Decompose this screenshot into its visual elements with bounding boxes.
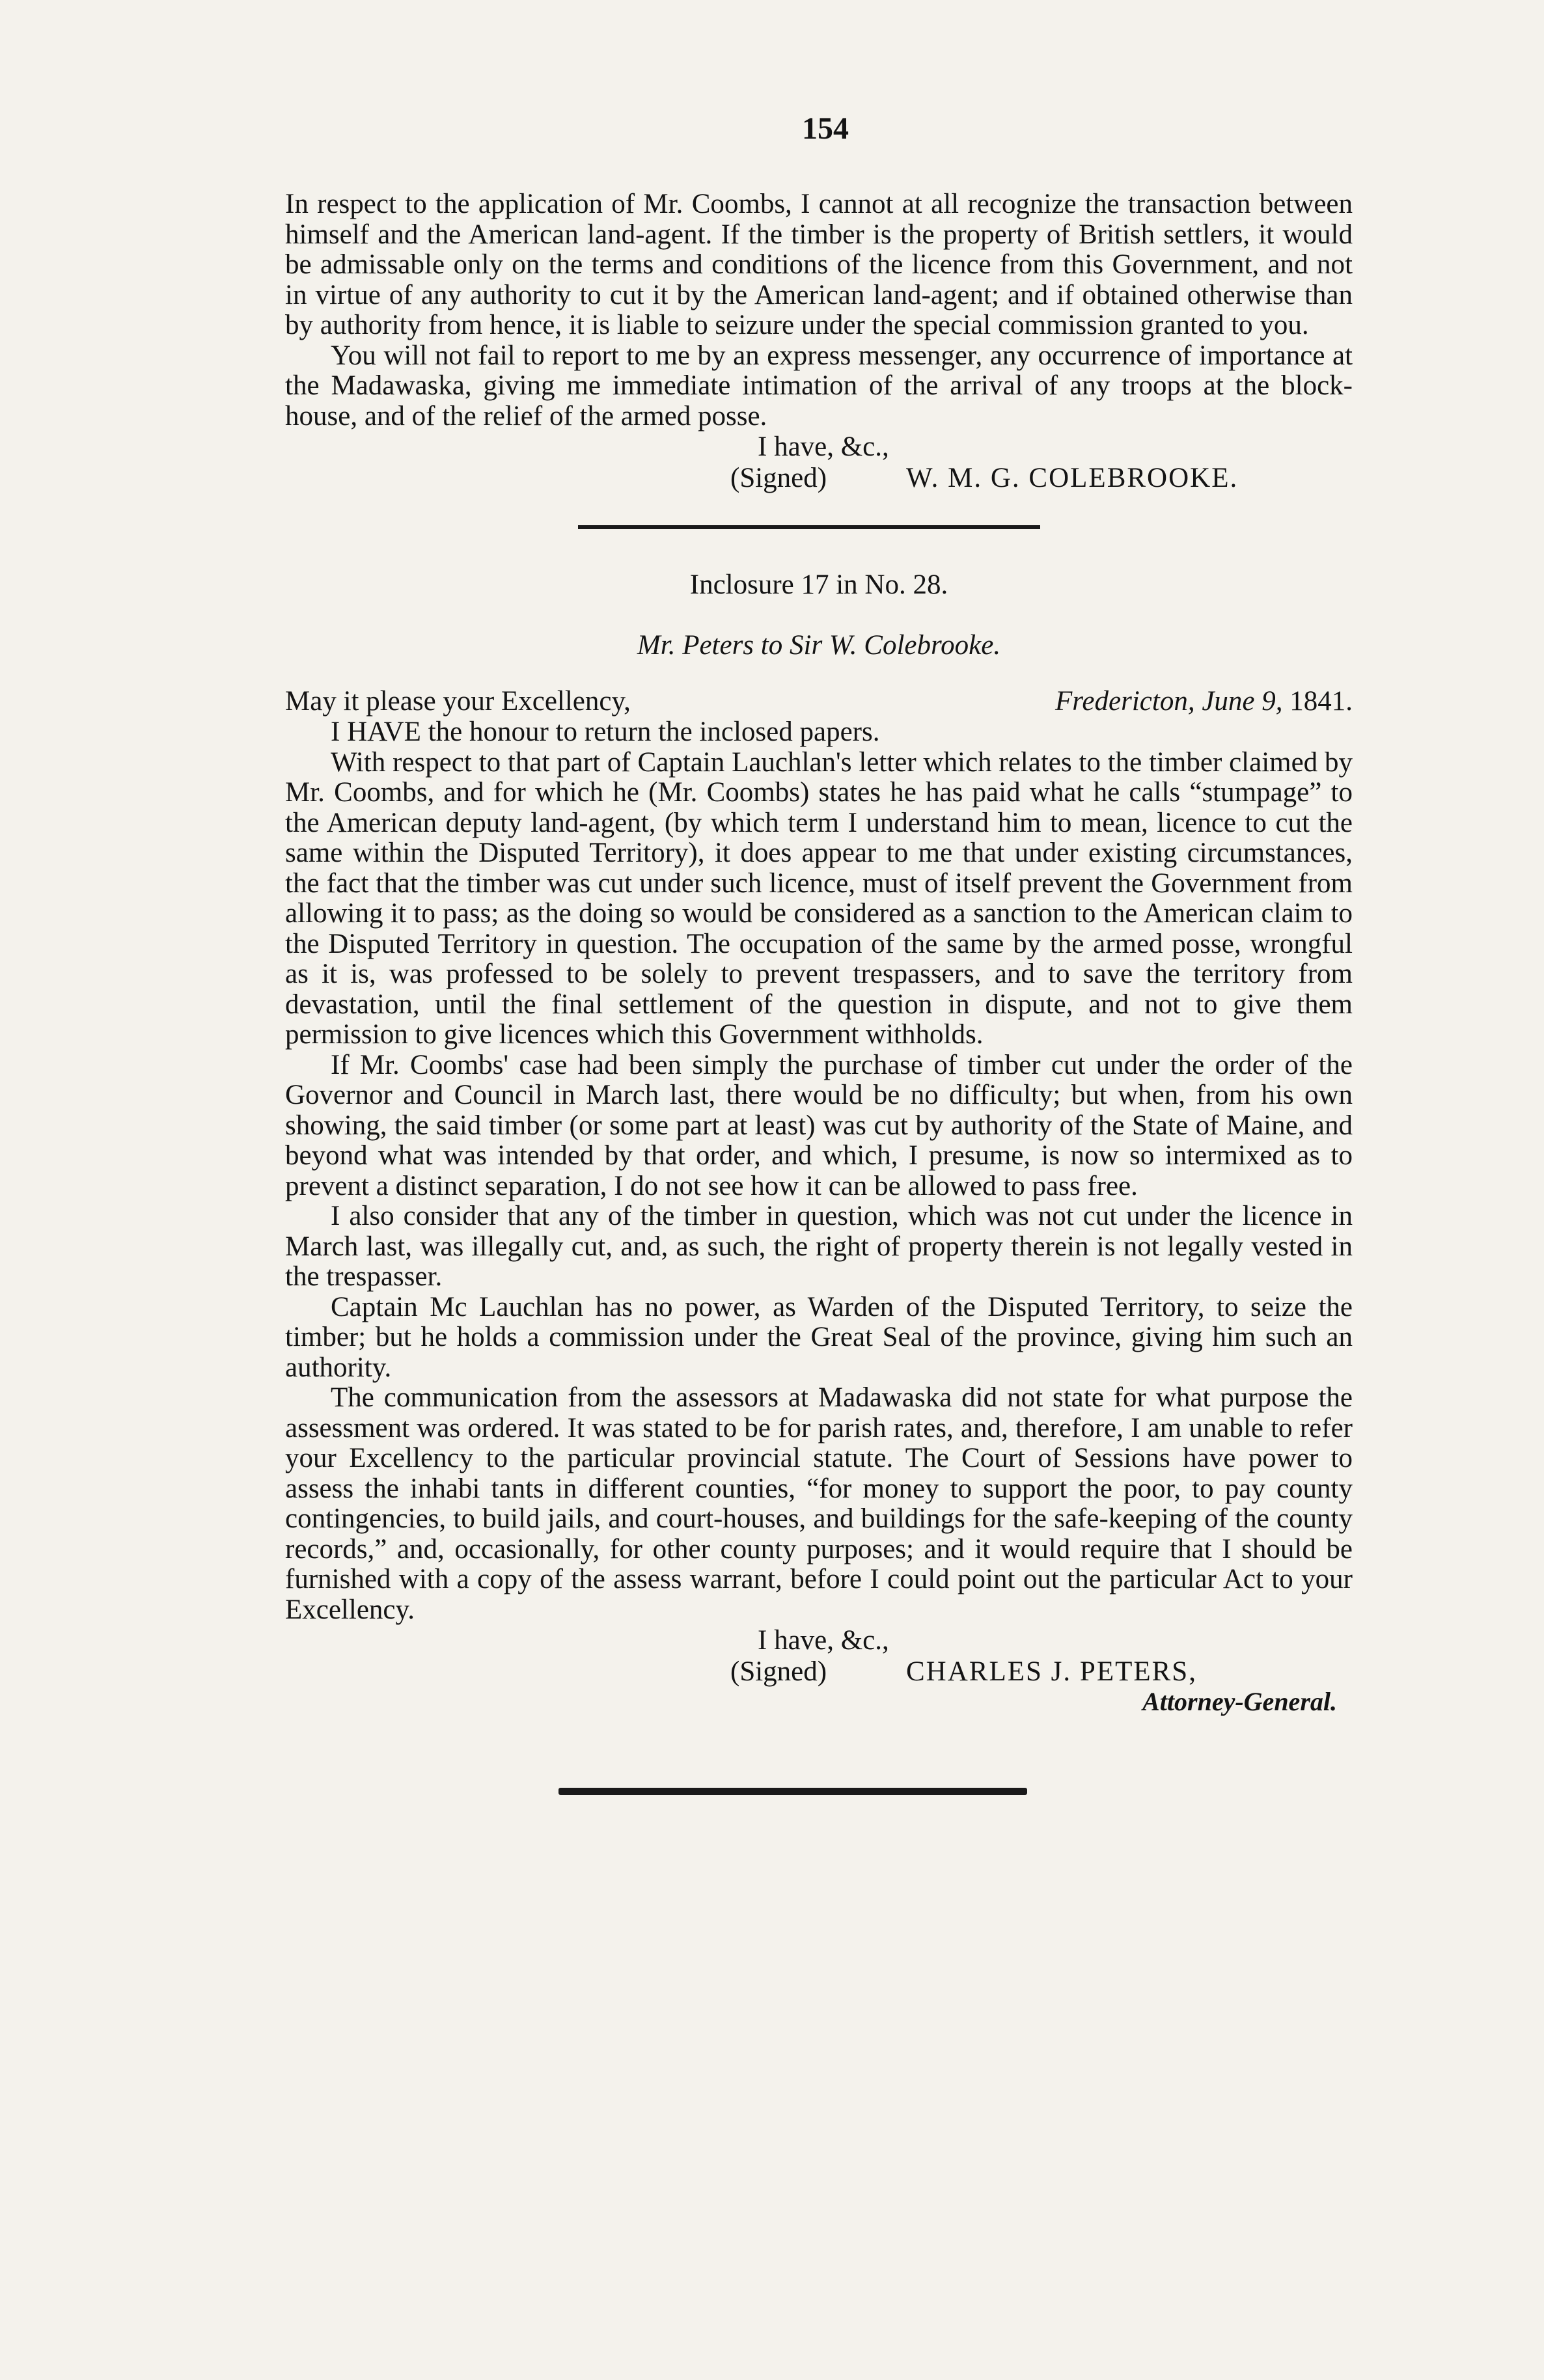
inclosure-signature-line bbox=[285, 1656, 1353, 1688]
section-divider bbox=[578, 525, 1040, 529]
inclosure-heading: Inclosure 17 in No. 28. bbox=[689, 569, 948, 600]
letter1-paragraph-1: In respect to the application of Mr. Coombs, I cannot at all recognize the transaction between himself and the American land-agent. If the timber is the property of British settlers, it would be admissable only on the terms and conditions of the licence from this Government, and not in virtue of any authority to cut it by the American land-agent; and if obtained otherwise than by authority from hence, it is liable to seizure under the special commission granted to you. bbox=[285, 189, 1353, 340]
letter1-signature-line bbox=[285, 463, 1353, 494]
inclosure-paragraph-4: I also consider that any of the timber in question, which was not cut under the licence in March last, was illegally cut, and, as such, the right of property therein is not legally vested in the trespasser. bbox=[285, 1201, 1353, 1292]
inclosure-place-date-group bbox=[1055, 686, 1353, 717]
inclosure-signatory-title: Attorney-General. bbox=[1142, 1687, 1337, 1716]
inclosure-dateline bbox=[285, 686, 1353, 717]
letter1-signoff bbox=[285, 431, 1353, 494]
page-number: 154 bbox=[802, 111, 849, 146]
inclosure-place-date: Fredericton, June 9, bbox=[1055, 686, 1283, 717]
inclosure-paragraph-6: The communication from the assessors at Madawaska did not state for what purpose the assessment was ordered. It was stated to be for parish rates, and, therefore, I am unable to refer your Excellency to the particular provincial statute. The Court of Sessions have power to assess the inhabi tants in different counties, “for money to support the poor, to pay county contingencies, to build jails, and court-houses, and buildings for the safe-keeping of the county records,” and, occasionally, for other county purposes; and it would require that I should be furnished with a copy of the assess warrant, before I could point out the particular Act to your Excellency. bbox=[285, 1382, 1353, 1625]
inclosure-year: 1841. bbox=[1289, 686, 1353, 717]
letter1-paragraph-2: You will not fail to report to me by an express messenger, any occurrence of importance at the Madawaska, giving me immediate intimation of the arrival of any troops at the block-house, and of the relief of the armed posse. bbox=[285, 340, 1353, 431]
inclosure-paragraph-1: I HAVE the honour to return the inclosed papers. bbox=[331, 717, 880, 747]
inclosure-paragraph-3: If Mr. Coombs' case had been simply the purchase of timber cut under the order of the Governor and Council in March last, there would be no difficulty; but when, from his own showing, the said timber (or some part at least) was cut by authority of the State of Maine, and beyond what was intended by that order, and which, I presume, is now so intermixed as to prevent a distinct separation, I do not see how it can be allowed to pass free. bbox=[285, 1049, 1353, 1201]
inclosure-closing: I have, &c., bbox=[758, 1625, 889, 1656]
inclosure-signoff bbox=[285, 1625, 1353, 1716]
letter1-signed-label: (Signed) bbox=[730, 463, 827, 493]
letter1-signatory: W. M. G. COLEBROOKE. bbox=[906, 463, 1239, 493]
inclosure-subheading: Mr. Peters to Sir W. Colebrooke. bbox=[637, 630, 1001, 661]
inclosure-signed-label: (Signed) bbox=[730, 1656, 827, 1687]
document-page bbox=[285, 111, 1353, 1795]
inclosure-paragraph-2: With respect to that part of Captain Lauchlan's letter which relates to the timber claimed by Mr. Coombs, and for which he (Mr. Coombs) states he has paid what he calls “stumpage” to the American deputy land-agent, (by which term I understand him to mean, licence to cut the same within the Disputed Territory), it does appear to me that under existing circumstances, the fact that the timber was cut under such licence, must of itself prevent the Government from allowing it to pass; as the doing so would be considered as a sanction to the American claim to the Disputed Territory in question. The occupation of the same by the armed posse, wrongful as it is, was professed to be solely to prevent trespassers, and to save the territory from devastation, until the final settlement of the question in dispute, and not to give them permission to give licences which this Government withholds. bbox=[285, 746, 1353, 1050]
end-divider bbox=[558, 1788, 1027, 1795]
inclosure-paragraph-5: Captain Mc Lauchlan has no power, as Warden of the Disputed Territory, to seize the timber; but he holds a commission under the Great Seal of the province, giving him such an authority. bbox=[285, 1291, 1353, 1383]
inclosure-salutation: May it please your Excellency, bbox=[285, 686, 631, 717]
letter1-closing: I have, &c., bbox=[758, 431, 889, 462]
inclosure-signatory: CHARLES J. PETERS, bbox=[906, 1656, 1197, 1687]
